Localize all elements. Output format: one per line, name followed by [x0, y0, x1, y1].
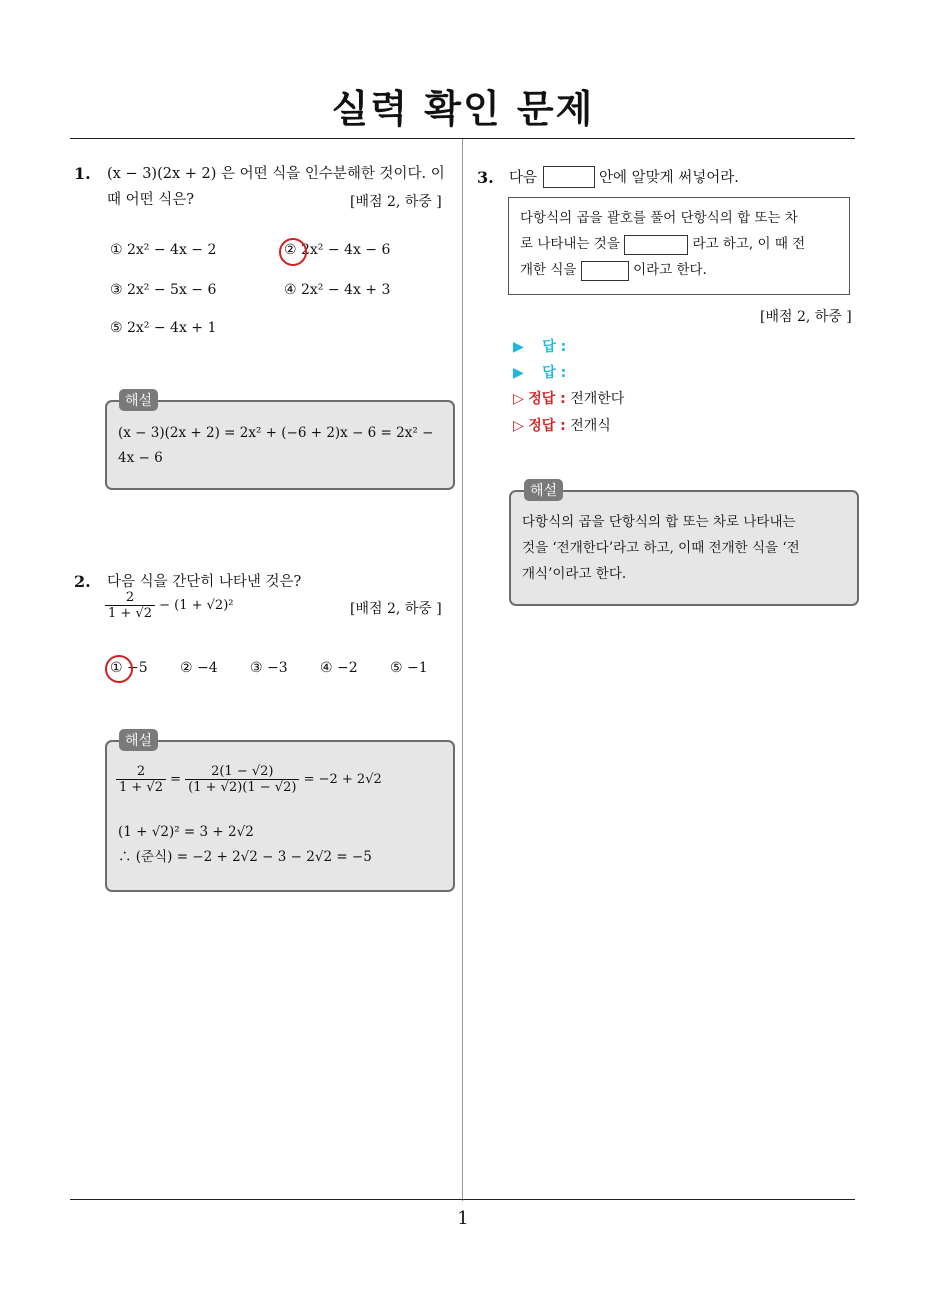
q2-fraction-num: 2: [105, 590, 155, 606]
q1-text-line1: (x − 3)(2x + 2) 은 어떤 식을 인수분해한 것이다. 이: [107, 166, 445, 182]
q2-exp-frac1: [116, 764, 166, 795]
q3-explanation-tag: 해설: [524, 479, 563, 501]
q1-explanation-tag: 해설: [119, 389, 158, 411]
q3-correct-answer-1: 전개한다: [570, 391, 625, 407]
q2-explanation-line2: (1 + √2)² = 3 + 2√2: [118, 824, 254, 840]
q3-box-line3-a: 개한 식을: [520, 262, 577, 278]
q2-fraction-den: 1 + √2: [108, 606, 152, 621]
q1-selected-mark: [279, 238, 307, 266]
q3-answer-label-1: 답 :: [542, 339, 567, 355]
q2-exp-frac2-den: (1 + √2)(1 − √2): [188, 780, 297, 795]
q1-score: [배점 2, 하중 ]: [350, 194, 442, 210]
q3-correct-row-1: [513, 388, 624, 408]
q2-expression-rest: − (1 + √2)²: [159, 598, 234, 613]
q2-option-3[interactable]: ③ −3: [250, 660, 288, 676]
q1-number: 1.: [74, 164, 91, 183]
triangle-icon: ▶: [513, 365, 524, 381]
q3-box-line2: [520, 232, 805, 255]
q1-text-line2: 때 어떤 식은?: [107, 192, 195, 208]
q3-correct-label-1: 정답 :: [528, 391, 566, 407]
q2-exp-frac1-num: 2: [116, 764, 166, 780]
q2-number: 2.: [74, 572, 91, 591]
q1-option-1[interactable]: ① 2x² − 4x − 2: [110, 242, 217, 258]
q3-box-line1: 다항식의 곱을 괄호를 풀어 단항식의 합 또는 차: [520, 210, 798, 226]
q2-exp-result1: = −2 + 2√2: [303, 772, 382, 787]
q2-exp-frac2: [185, 764, 299, 795]
q1-option-2[interactable]: ② 2x² − 4x − 6: [284, 242, 391, 258]
q2-option-1[interactable]: ① −5: [110, 660, 148, 676]
q1-explanation-line1: (x − 3)(2x + 2) = 2x² + (−6 + 2)x − 6 = 2x² −: [118, 425, 434, 441]
q3-box-line3-b: 이라고 한다.: [633, 262, 707, 278]
q3-answer-row-2[interactable]: [513, 362, 566, 382]
q3-blank-inline: [543, 166, 595, 188]
page-title: 실력 확인 문제: [331, 87, 595, 131]
q1-option-3[interactable]: ③ 2x² − 5x − 6: [110, 282, 217, 298]
q2-score: [배점 2, 하중 ]: [350, 601, 442, 617]
q2-exp-frac1-den: 1 + √2: [119, 780, 163, 795]
q1-explanation-line2: 4x − 6: [118, 450, 163, 466]
q2-fraction: [105, 590, 155, 621]
q3-answer-label-2: 답 :: [542, 365, 567, 381]
q2-option-2[interactable]: ② −4: [180, 660, 218, 676]
q2-selected-mark: [105, 655, 133, 683]
q2-exp-equals: =: [170, 772, 182, 787]
q2-explanation-line1: [116, 764, 382, 795]
q2-option-5[interactable]: ⑤ −1: [390, 660, 428, 676]
q3-box-line3: [520, 258, 707, 281]
q3-explanation-line2: 것을 ‘전개한다’라고 하고, 이때 전개한 식을 ‘전: [522, 540, 800, 556]
q2-option-4[interactable]: ④ −2: [320, 660, 358, 676]
q2-explanation-line3: ∴ (준식) = −2 + 2√2 − 3 − 2√2 = −5: [118, 849, 372, 865]
q3-explanation-line3: 개식’이라고 한다.: [522, 566, 627, 582]
q3-correct-row-2: [513, 415, 611, 435]
q3-blank-1: [624, 235, 688, 255]
q1-option-4[interactable]: ④ 2x² − 4x + 3: [284, 282, 391, 298]
q3-text-before: 다음: [509, 170, 538, 186]
q3-score: [배점 2, 하중 ]: [760, 309, 852, 325]
bottom-divider: [70, 1199, 855, 1200]
q1-option-5[interactable]: ⑤ 2x² − 4x + 1: [110, 320, 217, 336]
q3-correct-answer-2: 전개식: [570, 418, 611, 434]
q2-text: 다음 식을 간단히 나타낸 것은?: [107, 574, 302, 590]
q2-expression: [105, 590, 234, 621]
q3-blank-2: [581, 261, 629, 281]
q3-answer-row-1[interactable]: [513, 336, 566, 356]
q3-correct-label-2: 정답 :: [528, 418, 566, 434]
triangle-icon: ▶: [513, 339, 524, 355]
q3-explanation-line1: 다항식의 곱을 단항식의 합 또는 차로 나타내는: [522, 514, 796, 530]
q3-box-line2-a: 로 나타내는 것을: [520, 236, 620, 252]
q2-explanation-tag: 해설: [119, 729, 158, 751]
column-divider: [462, 139, 463, 1201]
q2-exp-frac2-num: 2(1 − √2): [185, 764, 299, 780]
page-number: 1: [457, 1208, 469, 1229]
q3-number: 3.: [477, 168, 494, 187]
outline-triangle-icon: ▷: [513, 418, 524, 434]
q3-box-line2-b: 라고 하고, 이 때 전: [692, 236, 806, 252]
q3-text-after: 안에 알맞게 써넣어라.: [599, 170, 739, 186]
outline-triangle-icon: ▷: [513, 391, 524, 407]
